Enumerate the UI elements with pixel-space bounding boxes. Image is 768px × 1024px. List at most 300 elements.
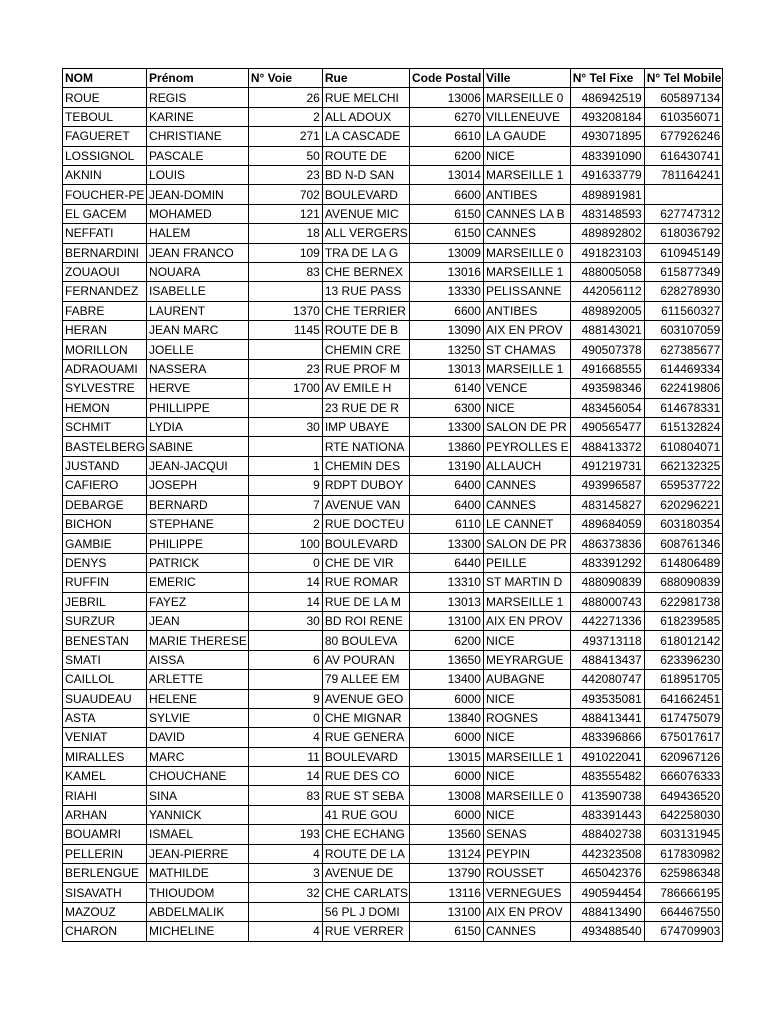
cell-prenom: MICHELINE: [147, 922, 249, 941]
cell-tel-mobile: 662132325: [644, 456, 723, 475]
cell-n-voie: [248, 282, 322, 301]
cell-n-voie: 3: [248, 864, 322, 883]
cell-tel-fixe: 488005058: [570, 262, 644, 281]
cell-tel-fixe: 442271336: [570, 611, 644, 630]
cell-tel-fixe: 483396866: [570, 728, 644, 747]
cell-tel-mobile: 664467550: [644, 902, 723, 921]
cell-tel-fixe: 486942519: [570, 88, 644, 107]
cell-tel-fixe: 483148593: [570, 204, 644, 223]
cell-tel-fixe: 483391292: [570, 553, 644, 572]
cell-ville: CANNES: [483, 224, 570, 243]
cell-n-voie: 6: [248, 650, 322, 669]
cell-n-voie: 2: [248, 107, 322, 126]
cell-prenom: SYLVIE: [147, 708, 249, 727]
table-row: [63, 437, 723, 456]
cell-tel-mobile: 620967126: [644, 747, 723, 766]
cell-nom: VENIAT: [63, 728, 147, 747]
cell-ville: PEILLE: [483, 553, 570, 572]
cell-prenom: JEAN MARC: [147, 321, 249, 340]
table-row: [63, 243, 723, 262]
cell-prenom: NOUARA: [147, 262, 249, 281]
cell-tel-fixe: 442056112: [570, 282, 644, 301]
cell-nom: MIRALLES: [63, 747, 147, 766]
cell-rue: RDPT DUBOY: [322, 476, 409, 495]
table-row: [63, 728, 723, 747]
cell-code-postal: 13009: [409, 243, 483, 262]
cell-tel-fixe: 493208184: [570, 107, 644, 126]
cell-n-voie: [248, 902, 322, 921]
cell-n-voie: 83: [248, 262, 322, 281]
cell-ville: ALLAUCH: [483, 456, 570, 475]
cell-code-postal: 13008: [409, 786, 483, 805]
cell-rue: CHE CARLATS: [322, 883, 409, 902]
header-nom: NOM: [63, 69, 147, 88]
cell-rue: CHE MIGNAR: [322, 708, 409, 727]
table-row: [63, 340, 723, 359]
table-row: [63, 631, 723, 650]
cell-n-voie: [248, 398, 322, 417]
cell-prenom: SABINE: [147, 437, 249, 456]
table-row: [63, 747, 723, 766]
cell-tel-mobile: 641662451: [644, 689, 723, 708]
table-row: [63, 650, 723, 669]
table-row: [63, 573, 723, 592]
cell-n-voie: [248, 437, 322, 456]
cell-code-postal: 13013: [409, 359, 483, 378]
cell-tel-mobile: 614806489: [644, 553, 723, 572]
cell-code-postal: 13560: [409, 825, 483, 844]
cell-rue: RUE VERRER: [322, 922, 409, 941]
cell-n-voie: 14: [248, 592, 322, 611]
cell-tel-mobile: 615132824: [644, 418, 723, 437]
cell-rue: ALL ADOUX: [322, 107, 409, 126]
cell-tel-mobile: 628278930: [644, 282, 723, 301]
cell-ville: NICE: [483, 398, 570, 417]
cell-nom: CHARON: [63, 922, 147, 941]
table-row: [63, 864, 723, 883]
cell-code-postal: 13400: [409, 670, 483, 689]
cell-prenom: DAVID: [147, 728, 249, 747]
cell-tel-mobile: 618951705: [644, 670, 723, 689]
header-tel-fixe: N° Tel Fixe: [570, 69, 644, 88]
cell-tel-fixe: 489891981: [570, 185, 644, 204]
cell-ville: CANNES LA B: [483, 204, 570, 223]
cell-nom: AKNIN: [63, 165, 147, 184]
cell-rue: RUE ROMAR: [322, 573, 409, 592]
cell-n-voie: 32: [248, 883, 322, 902]
table-row: [63, 127, 723, 146]
cell-ville: VERNEGUES: [483, 883, 570, 902]
cell-tel-mobile: 610804071: [644, 437, 723, 456]
cell-n-voie: 4: [248, 728, 322, 747]
table-row: [63, 282, 723, 301]
cell-rue: RTE NATIONA: [322, 437, 409, 456]
cell-tel-mobile: 623396230: [644, 650, 723, 669]
cell-nom: NEFFATI: [63, 224, 147, 243]
table-row: [63, 844, 723, 863]
cell-ville: PELISSANNE: [483, 282, 570, 301]
cell-n-voie: [248, 805, 322, 824]
cell-nom: ZOUAOUI: [63, 262, 147, 281]
cell-prenom: HALEM: [147, 224, 249, 243]
cell-ville: NICE: [483, 146, 570, 165]
cell-ville: CANNES: [483, 922, 570, 941]
cell-code-postal: 6150: [409, 922, 483, 941]
cell-code-postal: 13016: [409, 262, 483, 281]
cell-code-postal: 6610: [409, 127, 483, 146]
cell-rue: RUE DE LA M: [322, 592, 409, 611]
cell-tel-fixe: 488413372: [570, 437, 644, 456]
cell-nom: BERLENGUE: [63, 864, 147, 883]
cell-n-voie: 4: [248, 922, 322, 941]
cell-tel-fixe: 483391090: [570, 146, 644, 165]
cell-nom: SCHMIT: [63, 418, 147, 437]
table-row: [63, 359, 723, 378]
cell-ville: MARSEILLE 0: [483, 786, 570, 805]
cell-code-postal: 6000: [409, 767, 483, 786]
cell-rue: AVENUE VAN: [322, 495, 409, 514]
cell-nom: SYLVESTRE: [63, 379, 147, 398]
cell-rue: ALL VERGERS: [322, 224, 409, 243]
cell-tel-fixe: 491823103: [570, 243, 644, 262]
cell-rue: 23 RUE DE R: [322, 398, 409, 417]
cell-code-postal: 13100: [409, 902, 483, 921]
cell-ville: MARSEILLE 0: [483, 88, 570, 107]
cell-n-voie: 702: [248, 185, 322, 204]
cell-nom: ARHAN: [63, 805, 147, 824]
cell-ville: LA GAUDE: [483, 127, 570, 146]
cell-ville: MARSEILLE 1: [483, 747, 570, 766]
cell-prenom: MATHILDE: [147, 864, 249, 883]
cell-code-postal: 13330: [409, 282, 483, 301]
cell-tel-mobile: 614469334: [644, 359, 723, 378]
cell-nom: GAMBIE: [63, 534, 147, 553]
cell-tel-mobile: 688090839: [644, 573, 723, 592]
cell-n-voie: 1370: [248, 301, 322, 320]
table-row: [63, 553, 723, 572]
table-row: [63, 456, 723, 475]
cell-tel-mobile: 615877349: [644, 262, 723, 281]
cell-tel-fixe: 483391443: [570, 805, 644, 824]
header-tel-mobile: N° Tel Mobile: [644, 69, 723, 88]
cell-nom: FOUCHER-PE: [63, 185, 147, 204]
table-row: [63, 476, 723, 495]
cell-nom: LOSSIGNOL: [63, 146, 147, 165]
cell-tel-fixe: 493996587: [570, 476, 644, 495]
cell-code-postal: 6000: [409, 728, 483, 747]
cell-nom: SMATI: [63, 650, 147, 669]
cell-nom: JEBRIL: [63, 592, 147, 611]
cell-nom: BICHON: [63, 514, 147, 533]
cell-tel-fixe: 489892802: [570, 224, 644, 243]
cell-code-postal: 13650: [409, 650, 483, 669]
cell-nom: SURZUR: [63, 611, 147, 630]
table-row: [63, 146, 723, 165]
cell-tel-fixe: 490565477: [570, 418, 644, 437]
cell-n-voie: 7: [248, 495, 322, 514]
cell-prenom: JEAN: [147, 611, 249, 630]
cell-ville: ST MARTIN D: [483, 573, 570, 592]
cell-tel-mobile: 603107059: [644, 321, 723, 340]
cell-n-voie: 14: [248, 573, 322, 592]
table-row: [63, 204, 723, 223]
cell-n-voie: 30: [248, 418, 322, 437]
cell-n-voie: [248, 340, 322, 359]
cell-nom: FERNANDEZ: [63, 282, 147, 301]
cell-ville: CANNES: [483, 495, 570, 514]
cell-rue: RUE PROF M: [322, 359, 409, 378]
cell-nom: BENESTAN: [63, 631, 147, 650]
cell-n-voie: 109: [248, 243, 322, 262]
cell-tel-mobile: 674709903: [644, 922, 723, 941]
table-row: [63, 224, 723, 243]
cell-prenom: THIOUDOM: [147, 883, 249, 902]
header-code-postal: Code Postal: [409, 69, 483, 88]
cell-prenom: CHRISTIANE: [147, 127, 249, 146]
cell-tel-mobile: 603180354: [644, 514, 723, 533]
table-row: [63, 398, 723, 417]
cell-code-postal: 13015: [409, 747, 483, 766]
cell-tel-fixe: 493071895: [570, 127, 644, 146]
cell-tel-fixe: 493488540: [570, 922, 644, 941]
cell-tel-fixe: 413590738: [570, 786, 644, 805]
cell-code-postal: 13100: [409, 611, 483, 630]
cell-nom: SISAVATH: [63, 883, 147, 902]
cell-ville: ROUSSET: [483, 864, 570, 883]
cell-tel-fixe: 491219731: [570, 456, 644, 475]
cell-prenom: YANNICK: [147, 805, 249, 824]
cell-tel-mobile: 605897134: [644, 88, 723, 107]
cell-code-postal: 6200: [409, 146, 483, 165]
cell-prenom: CHOUCHANE: [147, 767, 249, 786]
cell-nom: FAGUERET: [63, 127, 147, 146]
cell-tel-mobile: 627385677: [644, 340, 723, 359]
cell-nom: MORILLON: [63, 340, 147, 359]
cell-tel-mobile: 616430741: [644, 146, 723, 165]
cell-prenom: KARINE: [147, 107, 249, 126]
cell-nom: FABRE: [63, 301, 147, 320]
cell-tel-fixe: 488090839: [570, 573, 644, 592]
table-row: [63, 805, 723, 824]
table-row: [63, 689, 723, 708]
cell-code-postal: 6270: [409, 107, 483, 126]
header-n-voie: N° Voie: [248, 69, 322, 88]
cell-prenom: SINA: [147, 786, 249, 805]
cell-rue: CHE BERNEX: [322, 262, 409, 281]
cell-tel-mobile: 659537722: [644, 476, 723, 495]
cell-tel-fixe: 483456054: [570, 398, 644, 417]
cell-tel-mobile: 603131945: [644, 825, 723, 844]
cell-tel-mobile: 608761346: [644, 534, 723, 553]
cell-rue: BOULEVARD: [322, 747, 409, 766]
cell-code-postal: 13116: [409, 883, 483, 902]
cell-nom: PELLERIN: [63, 844, 147, 863]
cell-n-voie: 100: [248, 534, 322, 553]
cell-code-postal: 13310: [409, 573, 483, 592]
table-row: [63, 786, 723, 805]
cell-tel-mobile: 781164241: [644, 165, 723, 184]
cell-prenom: ISMAEL: [147, 825, 249, 844]
cell-nom: MAZOUZ: [63, 902, 147, 921]
cell-tel-mobile: 618012142: [644, 631, 723, 650]
cell-prenom: HELENE: [147, 689, 249, 708]
cell-ville: VENCE: [483, 379, 570, 398]
table-row: [63, 321, 723, 340]
cell-nom: RIAHI: [63, 786, 147, 805]
cell-n-voie: 26: [248, 88, 322, 107]
cell-ville: LE CANNET: [483, 514, 570, 533]
cell-nom: SUAUDEAU: [63, 689, 147, 708]
table-row: [63, 611, 723, 630]
header-rue: Rue: [322, 69, 409, 88]
cell-n-voie: 271: [248, 127, 322, 146]
cell-tel-fixe: 489684059: [570, 514, 644, 533]
cell-rue: CHE ECHANG: [322, 825, 409, 844]
cell-tel-fixe: 491668555: [570, 359, 644, 378]
cell-nom: JUSTAND: [63, 456, 147, 475]
header-ville: Ville: [483, 69, 570, 88]
cell-prenom: NASSERA: [147, 359, 249, 378]
cell-prenom: JEAN-PIERRE: [147, 844, 249, 863]
cell-ville: SALON DE PR: [483, 418, 570, 437]
cell-rue: ROUTE DE B: [322, 321, 409, 340]
cell-tel-mobile: 610356071: [644, 107, 723, 126]
cell-ville: MARSEILLE 1: [483, 165, 570, 184]
cell-nom: EL GACEM: [63, 204, 147, 223]
cell-n-voie: 2: [248, 514, 322, 533]
cell-tel-fixe: 488413437: [570, 650, 644, 669]
table-row: [63, 514, 723, 533]
cell-tel-mobile: 618036792: [644, 224, 723, 243]
cell-rue: RUE GENERA: [322, 728, 409, 747]
cell-tel-fixe: 488143021: [570, 321, 644, 340]
cell-n-voie: 1700: [248, 379, 322, 398]
cell-rue: RUE ST SEBA: [322, 786, 409, 805]
table-row: [63, 825, 723, 844]
cell-tel-mobile: 642258030: [644, 805, 723, 824]
cell-ville: MARSEILLE 1: [483, 262, 570, 281]
cell-tel-fixe: 491633779: [570, 165, 644, 184]
cell-nom: KAMEL: [63, 767, 147, 786]
cell-code-postal: 13860: [409, 437, 483, 456]
cell-ville: ANTIBES: [483, 185, 570, 204]
cell-prenom: MARC: [147, 747, 249, 766]
cell-code-postal: 6150: [409, 204, 483, 223]
cell-prenom: FAYEZ: [147, 592, 249, 611]
cell-nom: DENYS: [63, 553, 147, 572]
cell-code-postal: 6440: [409, 553, 483, 572]
table-row: [63, 301, 723, 320]
cell-rue: ROUTE DE: [322, 146, 409, 165]
cell-code-postal: 6400: [409, 476, 483, 495]
table-row: [63, 88, 723, 107]
cell-ville: ROGNES: [483, 708, 570, 727]
table-row: [63, 262, 723, 281]
cell-code-postal: 6110: [409, 514, 483, 533]
cell-nom: BOUAMRI: [63, 825, 147, 844]
cell-tel-mobile: 622981738: [644, 592, 723, 611]
cell-code-postal: 6000: [409, 805, 483, 824]
cell-n-voie: 9: [248, 689, 322, 708]
cell-rue: BD ROI RENE: [322, 611, 409, 630]
table-row: [63, 922, 723, 941]
cell-n-voie: 0: [248, 553, 322, 572]
cell-code-postal: 13090: [409, 321, 483, 340]
table-body: [63, 88, 723, 941]
cell-tel-mobile: 627747312: [644, 204, 723, 223]
cell-tel-fixe: 493598346: [570, 379, 644, 398]
cell-ville: CANNES: [483, 476, 570, 495]
cell-tel-fixe: 483145827: [570, 495, 644, 514]
cell-rue: AV EMILE H: [322, 379, 409, 398]
cell-tel-mobile: 622419806: [644, 379, 723, 398]
cell-code-postal: 13006: [409, 88, 483, 107]
cell-rue: 56 PL J DOMI: [322, 902, 409, 921]
cell-code-postal: 13300: [409, 418, 483, 437]
cell-n-voie: 23: [248, 165, 322, 184]
cell-n-voie: 4: [248, 844, 322, 863]
cell-nom: DEBARGE: [63, 495, 147, 514]
cell-prenom: JOSEPH: [147, 476, 249, 495]
cell-prenom: ISABELLE: [147, 282, 249, 301]
table-row: [63, 767, 723, 786]
cell-nom: BERNARDINI: [63, 243, 147, 262]
cell-rue: 13 RUE PASS: [322, 282, 409, 301]
cell-code-postal: 6600: [409, 185, 483, 204]
header-row: [63, 69, 723, 88]
cell-rue: TRA DE LA G: [322, 243, 409, 262]
cell-ville: MARSEILLE 0: [483, 243, 570, 262]
cell-ville: MARSEILLE 1: [483, 592, 570, 611]
cell-rue: CHE DE VIR: [322, 553, 409, 572]
cell-rue: AVENUE DE: [322, 864, 409, 883]
table-row: [63, 708, 723, 727]
cell-ville: AIX EN PROV: [483, 611, 570, 630]
cell-ville: SENAS: [483, 825, 570, 844]
cell-ville: AUBAGNE: [483, 670, 570, 689]
cell-ville: AIX EN PROV: [483, 321, 570, 340]
cell-tel-mobile: 786666195: [644, 883, 723, 902]
cell-ville: VILLENEUVE: [483, 107, 570, 126]
table-row: [63, 592, 723, 611]
cell-tel-fixe: 490594454: [570, 883, 644, 902]
cell-tel-fixe: 442323508: [570, 844, 644, 863]
table-row: [63, 902, 723, 921]
cell-prenom: PHILIPPE: [147, 534, 249, 553]
cell-rue: AVENUE GEO: [322, 689, 409, 708]
cell-prenom: STEPHANE: [147, 514, 249, 533]
cell-nom: CAFIERO: [63, 476, 147, 495]
cell-prenom: JEAN-DOMIN: [147, 185, 249, 204]
cell-prenom: JOELLE: [147, 340, 249, 359]
cell-ville: NICE: [483, 631, 570, 650]
cell-ville: ST CHAMAS: [483, 340, 570, 359]
cell-n-voie: 30: [248, 611, 322, 630]
cell-tel-fixe: 493535081: [570, 689, 644, 708]
cell-tel-fixe: 488413441: [570, 708, 644, 727]
cell-tel-fixe: 488413490: [570, 902, 644, 921]
table-row: [63, 379, 723, 398]
cell-rue: ROUTE DE LA: [322, 844, 409, 863]
cell-nom: CAILLOL: [63, 670, 147, 689]
cell-rue: CHEMIN CRE: [322, 340, 409, 359]
cell-tel-fixe: 491022041: [570, 747, 644, 766]
cell-ville: MEYRARGUE: [483, 650, 570, 669]
cell-nom: HERAN: [63, 321, 147, 340]
cell-prenom: JEAN FRANCO: [147, 243, 249, 262]
cell-n-voie: 23: [248, 359, 322, 378]
cell-tel-fixe: 493713118: [570, 631, 644, 650]
